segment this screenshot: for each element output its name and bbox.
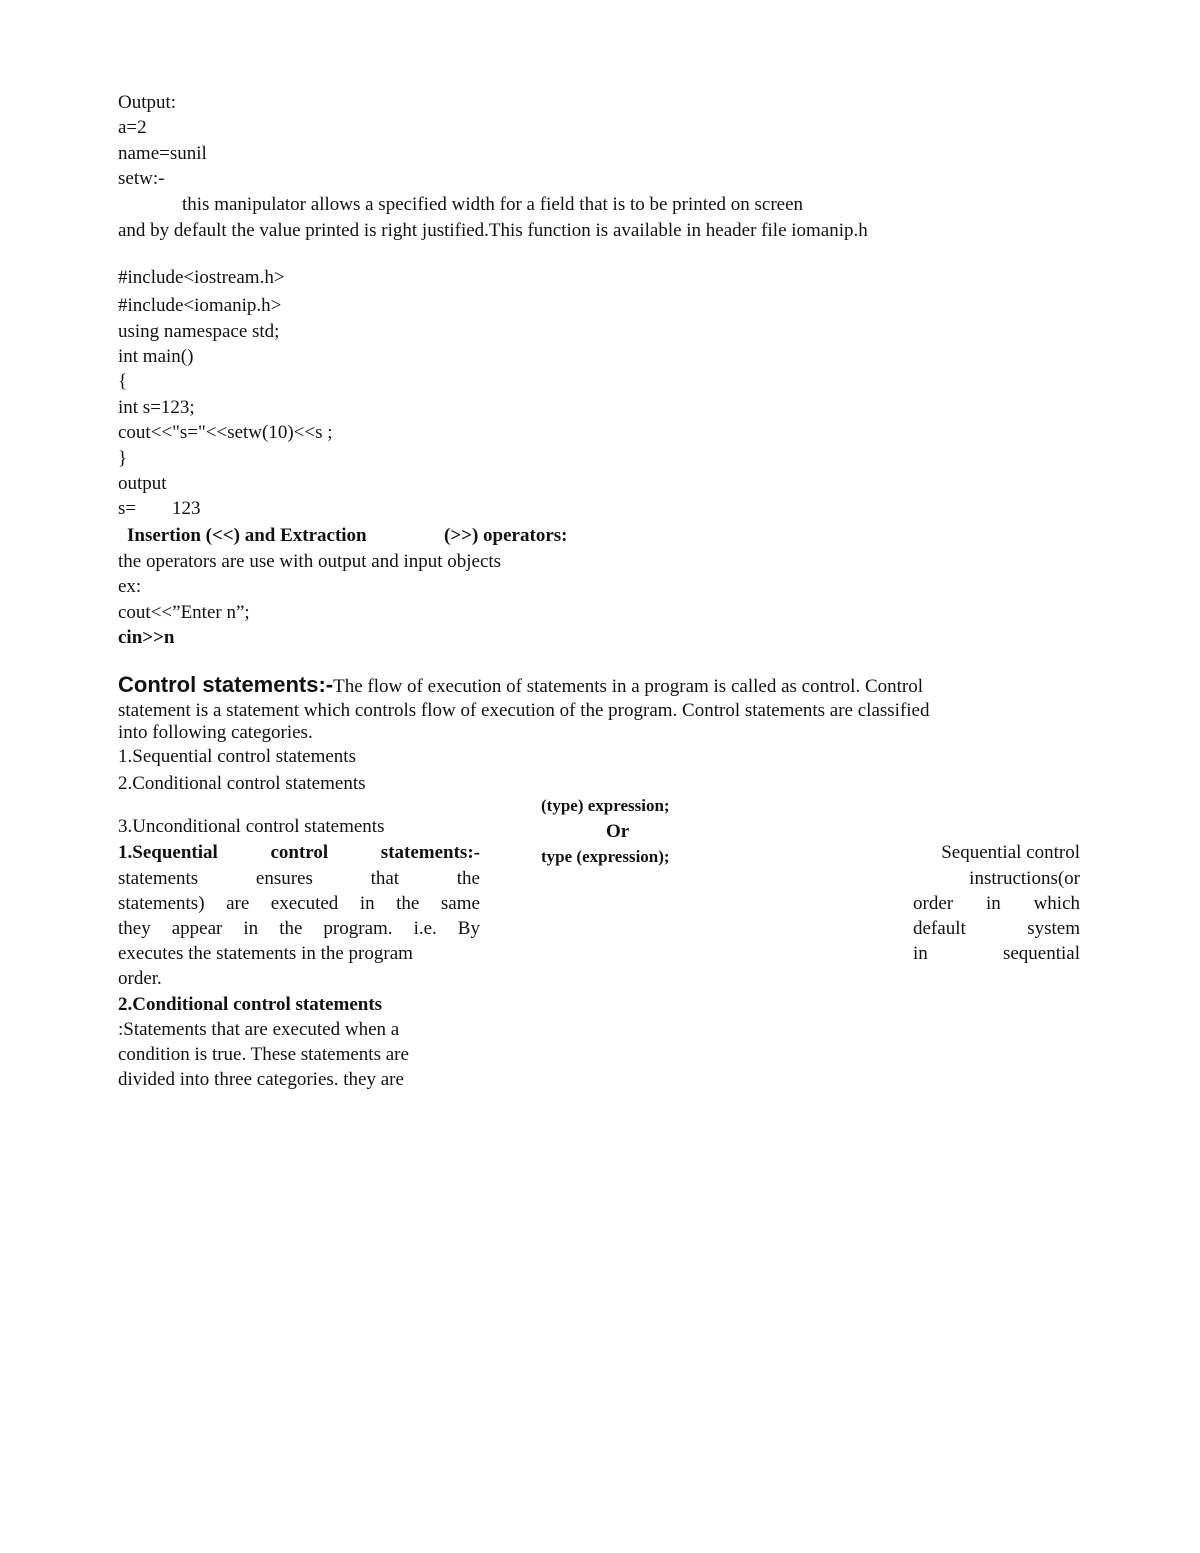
insertion-ex-line-1: cout<<”Enter n”;	[118, 602, 250, 623]
sequential-right-line-3	[913, 893, 1080, 915]
control-heading: Control statements:-	[118, 672, 334, 697]
output-line-a: a=2	[118, 117, 147, 138]
sequential-right-word: sequential	[1002, 943, 1080, 964]
sequential-word: statements)	[118, 893, 205, 914]
code-output-value: 123	[172, 498, 201, 519]
sequential-word: that	[370, 868, 400, 889]
setw-heading: setw:-	[118, 168, 165, 189]
sequential-heading-word: 1.Sequential	[118, 842, 218, 863]
insertion-heading-part-1: Insertion (<<) and Extraction	[127, 525, 367, 546]
sequential-right-line-4	[913, 918, 1080, 940]
typecast-line-3: type (expression);	[541, 847, 670, 866]
sequential-word: are	[226, 893, 250, 914]
code-output-value-label: s=	[118, 498, 137, 519]
code-line-3: using namespace std;	[118, 321, 280, 342]
conditional-line-2: condition is true. These statements are	[118, 1044, 409, 1065]
code-line-1: #include<iostream.h>	[118, 267, 285, 288]
sequential-word: By	[457, 918, 480, 939]
sequential-right-word: in	[985, 893, 1001, 914]
sequential-word: i.e.	[413, 918, 437, 939]
control-category-3: 3.Unconditional control statements	[118, 816, 385, 837]
conditional-line-1: :Statements that are executed when a	[118, 1019, 400, 1040]
sequential-line-5: order.	[118, 968, 162, 989]
sequential-word: ensures	[255, 868, 313, 889]
conditional-heading: 2.Conditional control statements	[118, 994, 383, 1015]
conditional-line-3: divided into three categories. they are	[118, 1069, 404, 1090]
code-line-7: cout<<"s="<<setw(10)<<s ;	[118, 422, 333, 443]
sequential-word: the	[456, 868, 480, 889]
sequential-word: in	[243, 918, 259, 939]
control-category-1: 1.Sequential control statements	[118, 746, 356, 767]
setw-description-line-2: and by default the value printed is right justified.This function is available in header file iomanip.h	[118, 220, 868, 241]
sequential-right-word: system	[1027, 918, 1080, 939]
code-output-label: output	[118, 473, 167, 494]
sequential-word: the	[396, 893, 420, 914]
sequential-heading-word: control	[270, 842, 329, 863]
sequential-right-line-5	[913, 943, 1080, 965]
sequential-right-word: which	[1033, 893, 1080, 914]
sequential-line-4: executes the statements in the program	[118, 943, 413, 964]
insertion-ex-label: ex:	[118, 576, 142, 597]
sequential-heading-word: statements:-	[380, 842, 480, 863]
control-intro-line-1	[118, 674, 923, 698]
sequential-line-1	[118, 868, 480, 890]
sequential-word: executed	[270, 893, 339, 914]
sequential-right-word: order	[913, 893, 954, 914]
typecast-or: Or	[606, 821, 630, 842]
sequential-right-word: default	[913, 918, 966, 939]
output-line-name: name=sunil	[118, 143, 207, 164]
insertion-ex-line-2: cin>>n	[118, 627, 175, 648]
code-line-2: #include<iomanip.h>	[118, 295, 282, 316]
output-heading: Output:	[118, 92, 177, 113]
sequential-right-word: in	[913, 943, 928, 964]
sequential-line-3	[118, 918, 480, 940]
sequential-word: statements	[118, 868, 199, 889]
code-line-8: }	[118, 448, 128, 469]
insertion-description: the operators are use with output and input objects	[118, 551, 502, 572]
code-line-6: int s=123;	[118, 397, 195, 418]
code-line-4: int main()	[118, 346, 194, 367]
setw-description-line-1: this manipulator allows a specified width for a field that is to be printed on screen	[182, 194, 804, 215]
control-category-2: 2.Conditional control statements	[118, 773, 366, 794]
sequential-word: in	[359, 893, 375, 914]
sequential-line-2	[118, 893, 480, 915]
typecast-line-1: (type) expression;	[541, 796, 670, 815]
control-intro-line-3: into following categories.	[118, 722, 313, 743]
sequential-right-line-1: Sequential control	[941, 842, 1080, 863]
sequential-word: same	[440, 893, 480, 914]
sequential-word: the	[279, 918, 303, 939]
code-line-5: {	[118, 371, 128, 392]
insertion-heading-part-2: (>>) operators:	[444, 525, 568, 546]
control-intro-text: The flow of execution of statements in a program is called as control. Control	[333, 676, 924, 697]
sequential-word: they	[118, 918, 151, 939]
sequential-right-line-2: instructions(or	[969, 868, 1080, 889]
sequential-word: appear	[171, 918, 223, 939]
control-intro-line-2: statement is a statement which controls flow of execution of the program. Control statements are classified	[118, 700, 930, 721]
sequential-heading	[118, 842, 480, 864]
sequential-word: program.	[323, 918, 393, 939]
